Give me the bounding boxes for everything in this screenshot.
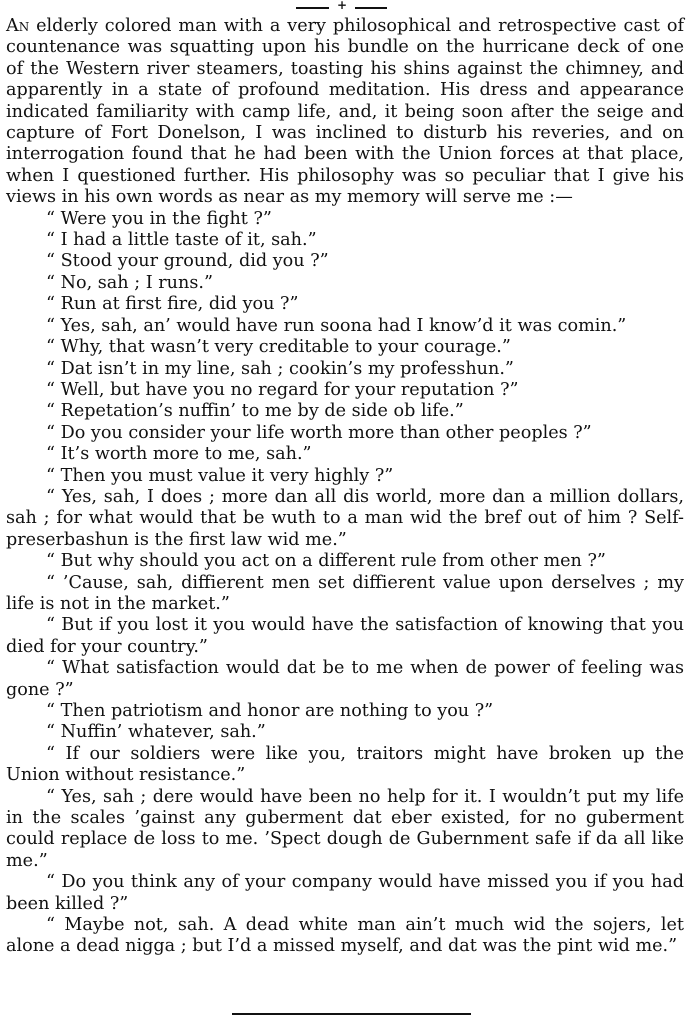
dialogue-line: “ Do you consider your life worth more than other peoples ?” <box>46 422 592 443</box>
dialogue-line: “ It’s worth more to me, sah.” <box>46 444 312 465</box>
dialogue-line: “ Why, that wasn’t very creditable to your courage.” <box>46 337 511 358</box>
dialogue-line: “ If our soldiers were like you, traitors might have broken up the Union without resistance.” <box>6 743 684 786</box>
dialogue-line: “ Do you think any of your company would have missed you if you had been killed ?” <box>6 872 684 914</box>
dialogue-line: “ Well, but have you no regard for your reputation ?” <box>46 379 519 400</box>
dialogue-line: “ Yes, sah, an’ would have run soona had I know’d it was comin.” <box>46 315 627 336</box>
intro-text: elderly colored man with a very philosophical and retrospective cast of countenance was squatting upon his bundle on the hurricane deck of one of the Western river steamers, toasting his shins against the chimney, and apparently in a state of profound meditation. His dress and appearance indicated familiarity with camp life, and, it being soon after the seige and capture of Fort Donelson, I was inclined to disturb his reveries, and on interrogation found that he had been with the Union forces at that place, when I questioned further. His philosophy was so peculiar that I give his views in his own words as near as my memory will serve me :— <box>6 16 684 208</box>
dialogue-line: “ Were you in the fight ?” <box>46 208 272 229</box>
dialogue-line: “ I had a little taste of it, sah.” <box>46 230 317 251</box>
dialogue-line: “ Repetation’s nuffin’ to me by de side ob life.” <box>46 401 464 422</box>
dialogue-line: “ Then you must value it very highly ?” <box>46 465 394 486</box>
top-ornament: + <box>329 0 355 13</box>
article-text <box>6 16 684 958</box>
dialogue-line: “ ’Cause, sah, diffierent men set diffierent value upon derselves ; my life is not in the market.” <box>6 572 684 614</box>
dialogue-line: “ Run at first fire, did you ?” <box>46 294 299 315</box>
dialogue-line: “ Then patriotism and honor are nothing to you ?” <box>46 701 494 721</box>
dialogue-list <box>6 209 684 958</box>
bottom-rule <box>232 1013 471 1015</box>
dialogue-line: “ Yes, sah, I does ; more dan all dis world, more dan a million dollars, sah ; for what would that be wuth to a man wid the bref out of him ? Self-preserbashun is the first law wid me.” <box>6 486 684 550</box>
dialogue-line: “ Maybe not, sah. A dead white man ain’t much wid the sojers, let alone a dead nigga ; but I’d a missed myself, and dat was the pint wid me.” <box>6 915 684 957</box>
dialogue-line: “ But why should you act on a different rule from other men ?” <box>46 551 606 572</box>
dialogue-line: “ Yes, sah ; dere would have been no help for it. I wouldn’t put my life in the scales ’gainst any guberment dat eber existed, for no guberment could replace de loss to me. ’Spect dough de Gubernment safe if da all like me.” <box>6 786 684 871</box>
dialogue-line: “ What satisfaction would dat be to me when de power of feeling was gone ?” <box>6 658 684 700</box>
dialogue-line: “ Dat isn’t in my line, sah ; cookin’s my professhun.” <box>46 358 514 379</box>
opening-word: An <box>6 16 30 36</box>
dialogue-line: “ Nuffin’ whatever, sah.” <box>46 722 266 743</box>
dialogue-line: “ Stood your ground, did you ?” <box>46 251 329 272</box>
dialogue-line: “ No, sah ; I runs.” <box>46 272 213 293</box>
top-ornament-rule <box>296 0 387 13</box>
dialogue-line: “ But if you lost it you would have the satisfaction of knowing that you died for your country.” <box>6 615 684 657</box>
intro-paragraph <box>6 16 684 209</box>
